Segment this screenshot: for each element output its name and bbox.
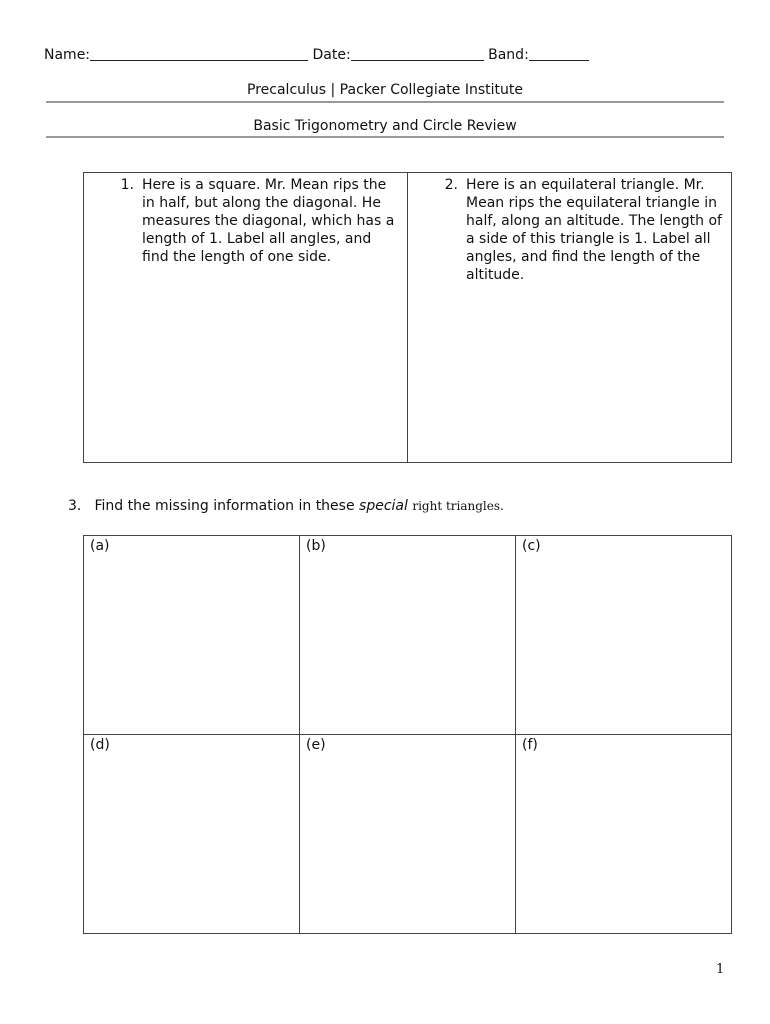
problem-2-cell[interactable]	[408, 173, 732, 463]
band-label: Band:	[488, 47, 529, 63]
special-triangles-grid	[83, 535, 732, 934]
problem-1	[84, 173, 407, 266]
problem-text: Here is an equilateral triangle. Mr. Mean rips the equilateral triangle in half, along an altitude. The length of a side of this triangle is 1. Label all angles, and find the length of the altitude.	[466, 177, 722, 283]
problem-2	[408, 173, 731, 284]
divider-rule	[46, 136, 724, 138]
date-label: Date:	[312, 47, 351, 63]
divider-rule	[46, 101, 724, 103]
grid-cell-a[interactable]: (a)	[84, 536, 300, 735]
problem-number: 3.	[68, 498, 82, 514]
problems-1-2-table	[83, 172, 732, 463]
band-blank[interactable]	[529, 46, 589, 61]
problem-3	[68, 498, 504, 514]
problem-text: Here is a square. Mr. Mean rips the in half, but along the diagonal. He measures the diagonal, which has a length of 1. Label all angles, and find the length of one side.	[142, 177, 395, 265]
page-number: 1	[716, 962, 725, 977]
problem-3-text-end: right triangles.	[412, 499, 504, 513]
grid-cell-b[interactable]: (b)	[300, 536, 516, 735]
name-blank[interactable]	[90, 46, 308, 61]
grid-cell-c[interactable]: (c)	[516, 536, 732, 735]
student-info-line	[44, 46, 589, 63]
worksheet-title: Basic Trigonometry and Circle Review	[253, 118, 517, 134]
date-blank[interactable]	[351, 46, 484, 61]
problem-1-cell[interactable]	[84, 173, 408, 463]
grid-cell-f[interactable]: (f)	[516, 735, 732, 934]
problem-number: 2.	[444, 177, 458, 193]
grid-cell-d[interactable]: (d)	[84, 735, 300, 934]
problem-number: 1.	[120, 177, 134, 193]
course-line: Precalculus | Packer Collegiate Institute	[247, 82, 523, 98]
grid-cell-e[interactable]: (e)	[300, 735, 516, 934]
name-label: Name:	[44, 47, 91, 63]
problem-3-text: Find the missing information in these	[94, 498, 355, 514]
problem-3-emphasis: special	[359, 498, 408, 514]
